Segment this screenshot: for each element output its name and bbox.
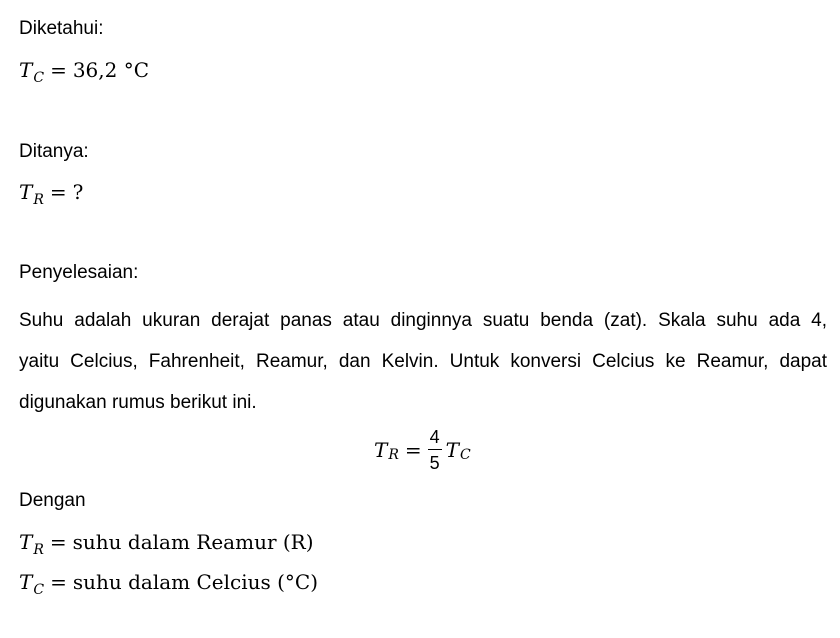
formula-rhs-variable: T — [445, 438, 460, 462]
given-value: 36,2 °C — [72, 58, 150, 82]
explanation-line: digunakan rumus berikut ini. — [19, 392, 257, 413]
fraction-numerator: 4 — [429, 427, 440, 447]
explanation-line: yaitu Celcius, Fahrenheit, Reamur, dan Kelvin. Untuk konversi Celcius ke Reamur, dapat — [19, 351, 827, 372]
definition-celcius — [19, 570, 318, 597]
formula-equals: = — [404, 438, 422, 462]
definition-text: suhu dalam Reamur (R) — [72, 530, 314, 554]
diketahui-heading: Diketahui: — [19, 18, 104, 39]
formula-lhs-variable: T — [374, 438, 388, 462]
given-equation — [19, 58, 149, 85]
definition-text: suhu dalam Celcius (°C) — [72, 570, 319, 594]
fraction-bar — [428, 449, 442, 450]
given-subscript: C — [33, 70, 45, 86]
definition-subscript: R — [33, 542, 44, 558]
conversion-formula — [374, 422, 471, 478]
asked-value: ? — [72, 180, 84, 204]
asked-equals: = — [49, 180, 67, 204]
given-equals: = — [50, 58, 67, 82]
ditanya-heading: Ditanya: — [19, 141, 89, 162]
penyelesaian-heading: Penyelesaian: — [19, 262, 139, 283]
dengan-heading: Dengan — [19, 490, 86, 511]
given-variable: T — [19, 58, 33, 82]
formula-fraction — [428, 427, 442, 473]
asked-equation — [19, 180, 83, 207]
formula-lhs-subscript: R — [388, 447, 399, 463]
formula-rhs-subscript: C — [460, 447, 471, 463]
definition-equals: = — [49, 530, 67, 554]
definition-equals: = — [50, 570, 67, 594]
explanation-paragraph — [19, 300, 827, 423]
explanation-line: Suhu adalah ukuran derajat panas atau dinginnya suatu benda (zat). Skala suhu ada 4, — [19, 310, 827, 331]
definition-variable: T — [19, 570, 33, 594]
definition-reamur — [19, 530, 314, 557]
asked-variable: T — [19, 180, 33, 204]
definition-subscript: C — [33, 582, 45, 598]
fraction-denominator: 5 — [429, 453, 440, 473]
definition-variable: T — [19, 530, 33, 554]
asked-subscript: R — [33, 192, 44, 208]
